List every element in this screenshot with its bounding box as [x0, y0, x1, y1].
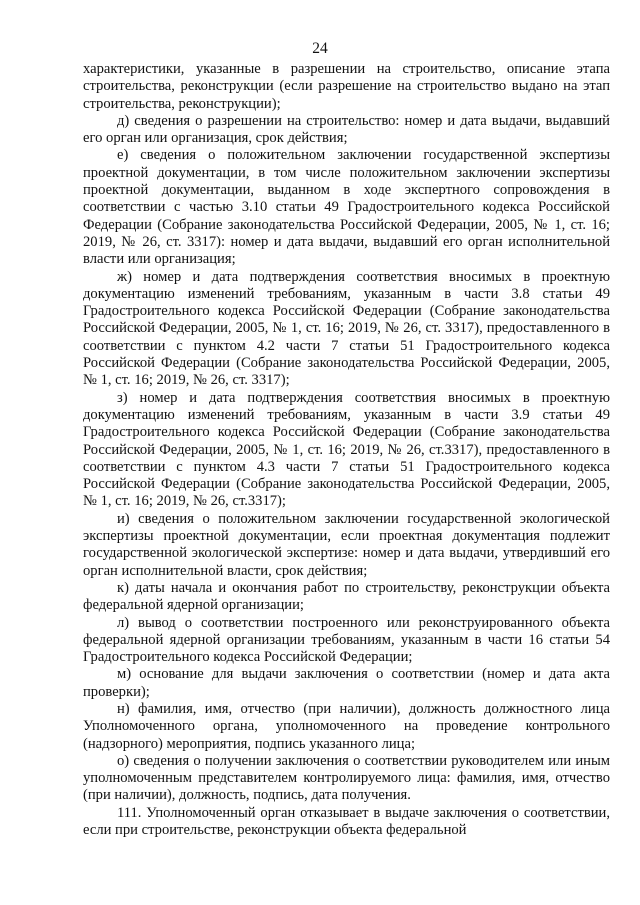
paragraph-item-k: к) даты начала и окончания работ по строительству, реконструкции объекта федеральной ядерной организации; [83, 579, 610, 614]
paragraph-item-zh: ж) номер и дата подтверждения соответствия вносимых в проектную документацию изменений требованиям, указанным в части 3.8 статьи 49 Градостроительного кодекса Российской Федерации (Собрание законодательства Российской Федерации, 2005, № 1, ст. 16; 2019, № 26, ст. 3317), предоставленного в соответствии с пунктом 4.2 части 7 статьи 51 Градостроительного кодекса Российской Федерации (Собрание законодательства Российской Федерации, 2005, № 1, ст. 16; 2019, № 26, ст. 3317); [83, 268, 610, 389]
paragraph-item-m: м) основание для выдачи заключения о соответствии (номер и дата акта проверки); [83, 666, 610, 700]
paragraph-item-z: з) номер и дата подтверждения соответствия вносимых в проектную документацию изменений требованиям, указанным в части 3.9 статьи 49 Градостроительного кодекса Российской Федерации (Собрание законодательства Российской Федерации, 2005, № 1, ст. 16; 2019, № 26, ст.3317), предоставленного в соответствии с пунктом 4.3 части 7 статьи 51 Градостроительного кодекса Российской Федерации (Собрание законодательства Российской Федерации, 2005, № 1, ст. 16; 2019, № 26, ст.3317); [83, 389, 610, 510]
paragraph-item-o: о) сведения о получении заключения о соответствии руководителем или иным уполномоченным представителем контролируемого лица: фамилия, имя, отчество (при наличии), должность, подпись, дата получения. [83, 752, 610, 804]
paragraph-continuation: характеристики, указанные в разрешении на строительство, описание этапа строительства, реконструкции (если разрешение на строительство выдано на этап строительства, реконструкции); [83, 61, 610, 112]
paragraph-item-e: е) сведения о положительном заключении государственной экспертизы проектной документации, в том числе положительном заключении экспертизы проектной документации, выданном в ходе экспертного сопровождения в соответствии с частью 3.10 статьи 49 Градостроительного кодекса Российской Федерации (Собрание законодательства Российской Федерации, 2005, № 1, ст. 16; 2019, № 26, ст. 3317): номер и дата выдачи, выдавший его орган исполнительной власти или организация; [83, 147, 610, 268]
paragraph-item-n: н) фамилия, имя, отчество (при наличии), должность должностного лица Уполномоченного органа, уполномоченного на проведение контрольного (надзорного) мероприятия, подпись указанного лица; [83, 700, 610, 752]
paragraph-item-l: л) вывод о соответствии построенного или реконструированного объекта федеральной ядерной организации требованиям, указанным в части 16 статьи 54 Градостроительного кодекса Российской Федерации; [83, 614, 610, 666]
page-number: 24 [312, 40, 328, 57]
paragraph-item-i: и) сведения о положительном заключении государственной экологической экспертизы проектной документации, если проектная документация подлежит государственной экологической экспертизе: номер и дата выдачи, утвердивший его орган исполнительной власти, срок действия; [83, 510, 610, 579]
document-body [83, 61, 610, 839]
paragraph-clause-111: 111. Уполномоченный орган отказывает в выдаче заключения о соответствии, если при строительстве, реконструкции объекта федеральной [83, 804, 610, 839]
paragraph-item-d: д) сведения о разрешении на строительство: номер и дата выдачи, выдавший его орган или организация, срок действия; [83, 112, 610, 147]
